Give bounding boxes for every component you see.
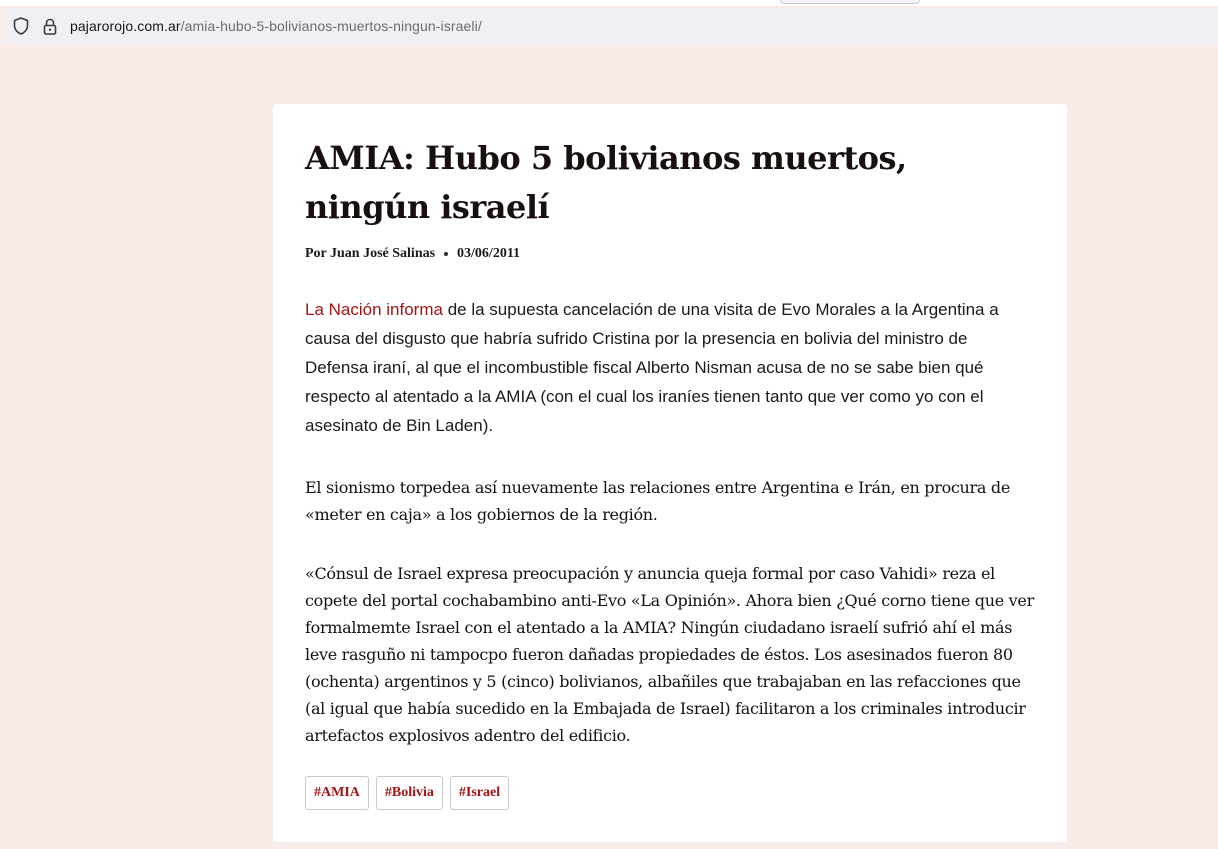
url-text[interactable] — [70, 18, 482, 34]
paragraph-1-text: de la supuesta cancelación de una visita de Evo Morales a la Argentina a causa del disgusto que habría sufrido Cristina por la presencia en bolivia del ministro de Defensa iraní, al que el incombustible fiscal Alberto Nisman acusa de no se sabe bien qué respecto al atentado a la AMIA (con el cual los iraníes tienen tanto que ver como yo con el asesinato de Bin Laden). — [305, 300, 999, 435]
paragraph-3: «Cónsul de Israel expresa preocupación y anuncia queja formal por caso Vahidi» reza el copete del portal cochabambino anti-Evo «La Opinión». Ahora bien ¿Qué corno tiene que ver formalmemte Israel con el atentado a la AMIA? Ningún ciudadano israelí sufrió ahí el más leve rasguño ni tampocpo fueron dañadas propiedades de éstos. Los asesinados fueron 80 (ochenta) argentinos y 5 (cinco) bolivianos, albañiles que trabajaban en las refacciones que (al igual que había sucedido en la Embajada de Israel) facilitaron a los criminales introducir artefactos explosivos adentro del edificio. — [305, 564, 1034, 745]
article-title: AMIA: Hubo 5 bolivianos muertos, ningún israelí — [305, 139, 907, 226]
tag-israel[interactable]: #Israel — [450, 776, 509, 810]
tag-list — [305, 776, 1035, 810]
publish-date: 03/06/2011 — [457, 246, 521, 261]
url-domain: pajarorojo.com.ar — [70, 18, 181, 34]
paragraph-2: El sionismo torpedea así nuevamente las relaciones entre Argentina e Irán, en procura de «meter en caja» a los gobiernos de la región. — [305, 478, 1011, 524]
byline — [305, 246, 1035, 262]
browser-tab[interactable] — [780, 0, 920, 4]
tag-bolivia[interactable]: #Bolivia — [376, 776, 443, 810]
author-name[interactable]: Por Juan José Salinas — [305, 246, 436, 261]
separator-dot — [444, 252, 448, 256]
url-path: /amia-hubo-5-bolivianos-muertos-ningun-israeli/ — [180, 18, 482, 34]
browser-tab-strip — [0, 0, 1218, 6]
tag-amia[interactable]: #AMIA — [305, 776, 369, 810]
address-bar[interactable] — [4, 8, 1218, 44]
tracking-protection-icon[interactable] — [12, 17, 30, 35]
lock-icon[interactable] — [41, 17, 59, 35]
paragraph-1 — [305, 295, 1035, 440]
la-nacion-link[interactable]: La Nación informa — [305, 300, 443, 319]
article-card — [273, 104, 1067, 842]
